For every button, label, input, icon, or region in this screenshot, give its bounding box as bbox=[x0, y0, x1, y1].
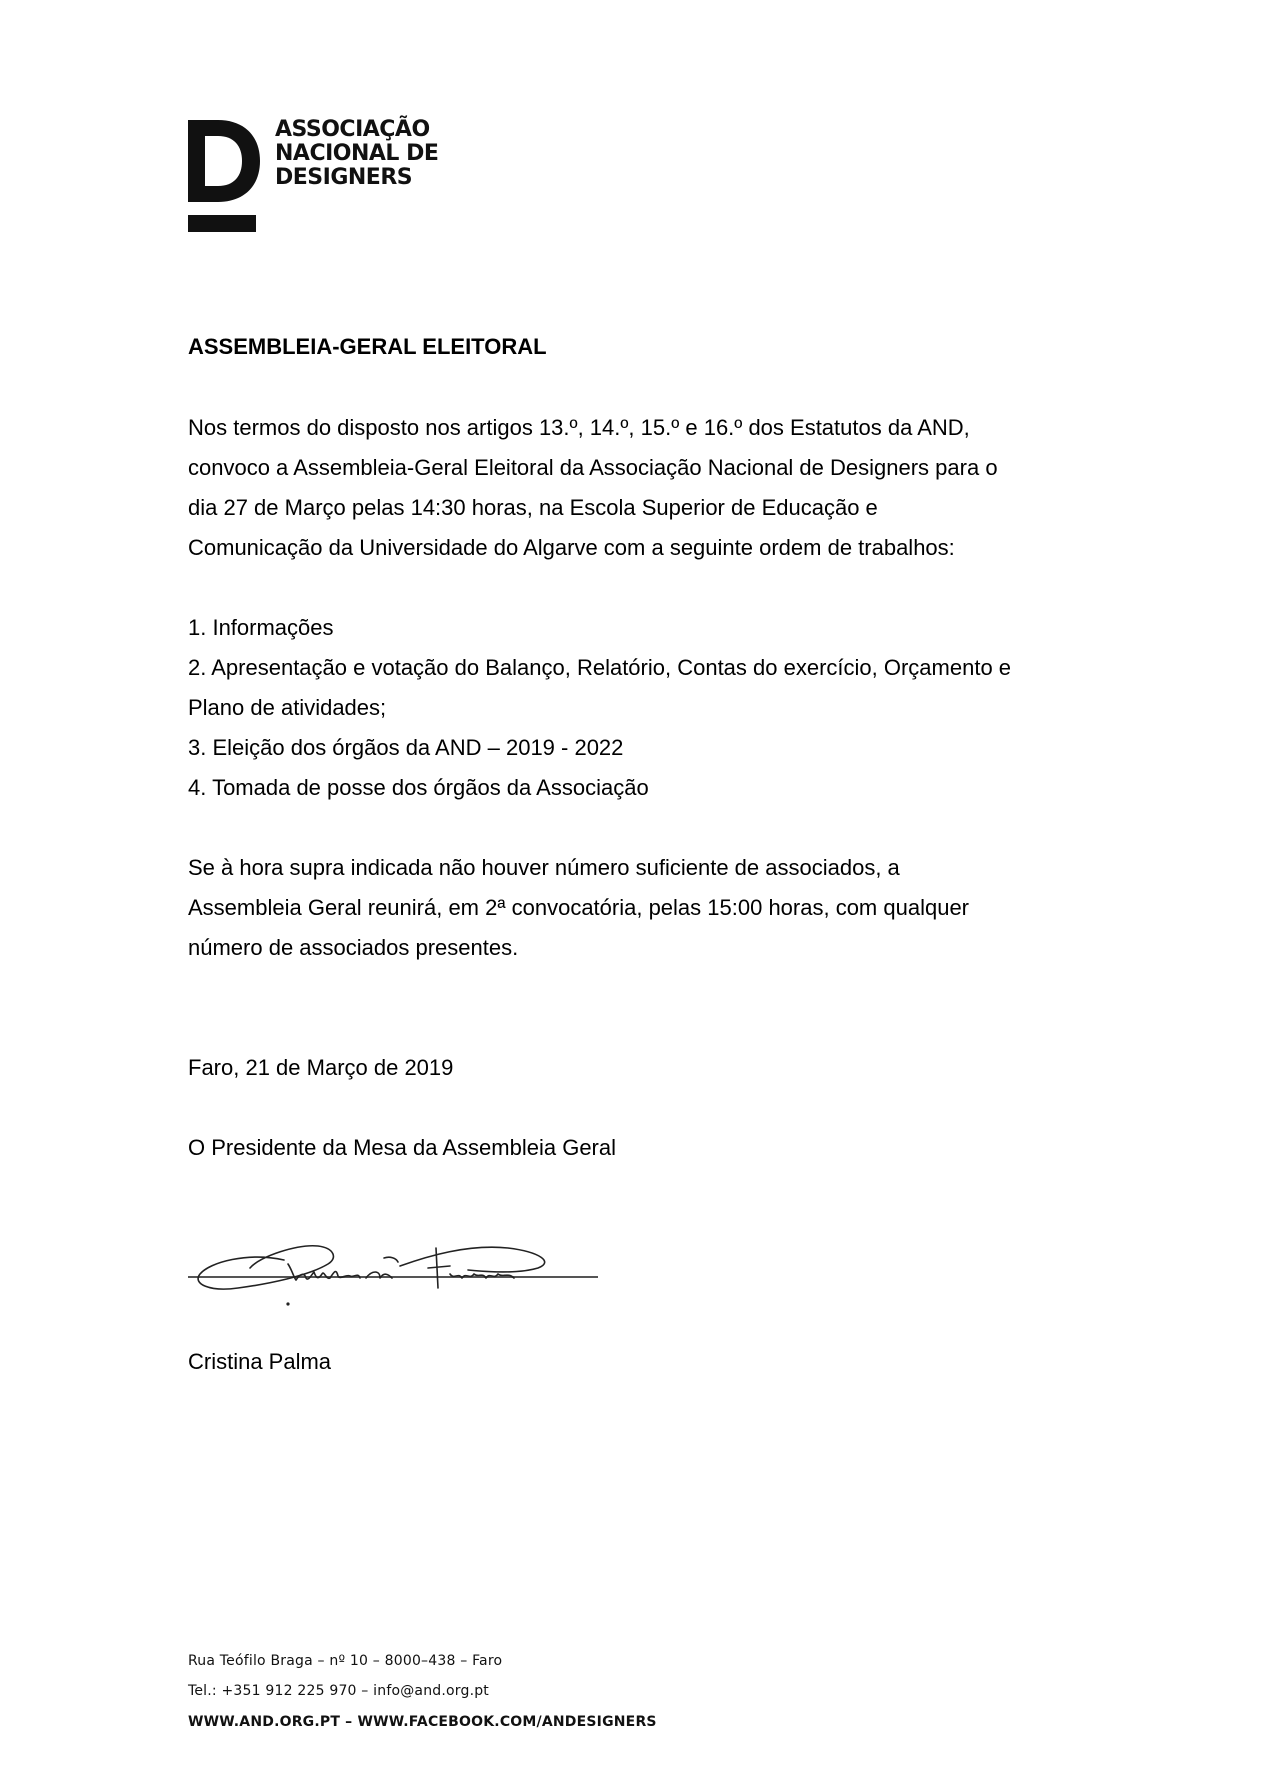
agenda-item: 4. Tomada de posse dos órgãos da Associação bbox=[188, 775, 649, 800]
organization-logo bbox=[188, 118, 478, 238]
paragraph-line: número de associados presentes. bbox=[188, 935, 519, 960]
handwritten-signature bbox=[188, 1222, 600, 1312]
place-and-date: Faro, 21 de Março de 2019 bbox=[188, 1055, 454, 1080]
paragraph-line: convoco a Assembleia-Geral Eleitoral da Associação Nacional de Designers para o bbox=[188, 455, 998, 480]
signatory-name: Cristina Palma bbox=[188, 1349, 332, 1374]
signature-block bbox=[188, 1222, 600, 1312]
quorum-paragraph bbox=[188, 848, 1088, 968]
paragraph-line: Comunicação da Universidade do Algarve com a seguinte ordem de trabalhos: bbox=[188, 535, 955, 560]
agenda-item-continuation: Plano de atividades; bbox=[188, 695, 387, 720]
footer-web-links[interactable]: WWW.AND.ORG.PT – WWW.FACEBOOK.COM/ANDESIGNERS bbox=[188, 1714, 657, 1730]
logo-line: ASSOCIAÇÃO bbox=[275, 117, 430, 142]
paragraph-line: dia 27 de Março pelas 14:30 horas, na Escola Superior de Educação e bbox=[188, 495, 878, 520]
document-title: ASSEMBLEIA-GERAL ELEITORAL bbox=[188, 334, 547, 359]
logo-line: NACIONAL DE bbox=[275, 141, 439, 166]
logo-underline-bar bbox=[188, 215, 256, 232]
agenda-item: 3. Eleição dos órgãos da AND – 2019 - 2022 bbox=[188, 735, 624, 760]
paragraph-line: Assembleia Geral reunirá, em 2ª convocatória, pelas 15:00 horas, com qualquer bbox=[188, 895, 969, 920]
logo-line: DESIGNERS bbox=[275, 165, 413, 190]
agenda-list bbox=[188, 608, 1088, 808]
logo-wordmark bbox=[275, 118, 438, 190]
agenda-item: 1. Informações bbox=[188, 615, 334, 640]
signatory-role: O Presidente da Mesa da Assembleia Geral bbox=[188, 1135, 617, 1160]
paragraph-line: Nos termos do disposto nos artigos 13.º, 14.º, 15.º e 16.º dos Estatutos da AND, bbox=[188, 415, 970, 440]
convocation-paragraph bbox=[188, 408, 1088, 568]
footer-contact: Tel.: +351 912 225 970 – info@and.org.pt bbox=[188, 1683, 489, 1699]
footer-address: Rua Teófilo Braga – nº 10 – 8000–438 – Faro bbox=[188, 1653, 503, 1669]
paragraph-line: Se à hora supra indicada não houver número suficiente de associados, a bbox=[188, 855, 900, 880]
logo-d-mark bbox=[188, 120, 260, 202]
agenda-item: 2. Apresentação e votação do Balanço, Relatório, Contas do exercício, Orçamento e bbox=[188, 655, 1012, 680]
